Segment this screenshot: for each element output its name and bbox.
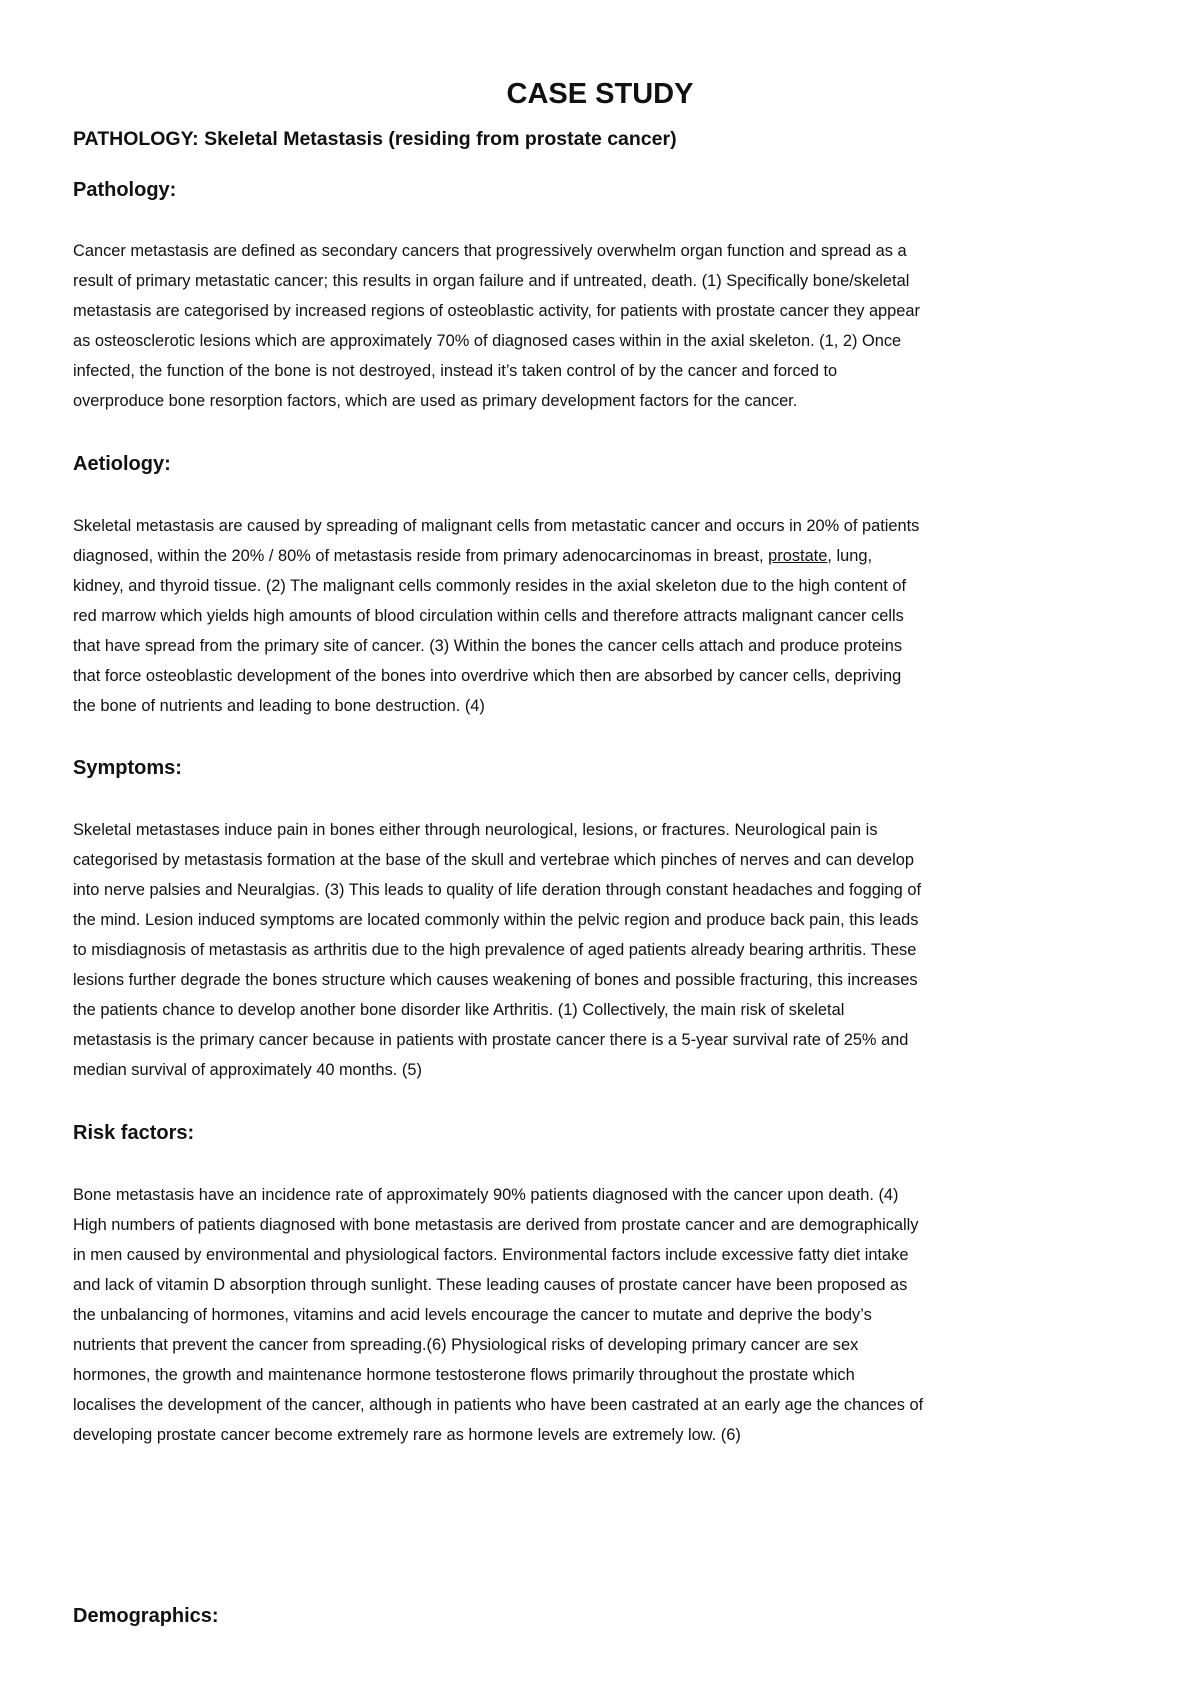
paragraph-line: hormones, the growth and maintenance hormone testosterone flows primarily throughout the prostate which — [73, 1366, 855, 1384]
paragraph-line: Skeletal metastases induce pain in bones either through neurological, lesions, or fractures. Neurological pain is — [73, 821, 878, 839]
pathology-heading: Pathology: — [73, 179, 177, 201]
demographics-heading: Demographics: — [73, 1605, 219, 1627]
paragraph-line: categorised by metastasis formation at the base of the skull and vertebrae which pinches of nerves and can develop — [73, 851, 914, 869]
paragraph-line: High numbers of patients diagnosed with bone metastasis are derived from prostate cancer and are demographically — [73, 1216, 919, 1234]
paragraph-line: in men caused by environmental and physiological factors. Environmental factors include excessive fatty diet intake — [73, 1246, 909, 1264]
line-text: , lung, — [827, 547, 873, 565]
risk-factors-paragraph — [73, 1180, 1135, 1450]
paragraph-line: median survival of approximately 40 months. (5) — [73, 1061, 422, 1079]
paragraph-line: metastasis are categorised by increased regions of osteoblastic activity, for patients with prostate cancer they appear — [73, 302, 920, 320]
paragraph-line: localises the development of the cancer, although in patients who have been castrated at an early age the chances of — [73, 1396, 924, 1414]
paragraph-line: infected, the function of the bone is not destroyed, instead it’s taken control of by the cancer and forced to — [73, 362, 838, 380]
paragraph-line: Skeletal metastasis are caused by spreading of malignant cells from metastatic cancer and occurs in 20% of patients — [73, 517, 920, 535]
paragraph-line: metastasis is the primary cancer because in patients with prostate cancer there is a 5-year survival rate of 25% and — [73, 1031, 909, 1049]
paragraph-line: that have spread from the primary site of cancer. (3) Within the bones the cancer cells attach and produce proteins — [73, 637, 903, 655]
aetiology-heading: Aetiology: — [73, 453, 171, 475]
paragraph-line: that force osteoblastic development of the bones into overdrive which then are absorbed by cancer cells, depriving — [73, 667, 902, 685]
paragraph-line: the unbalancing of hormones, vitamins and acid levels encourage the cancer to mutate and deprive the body’s — [73, 1306, 872, 1324]
paragraph-line: into nerve palsies and Neuralgias. (3) This leads to quality of life deration through constant headaches and fogging of — [73, 881, 921, 899]
paragraph-line: and lack of vitamin D absorption through sunlight. These leading causes of prostate cancer have been proposed as — [73, 1276, 908, 1294]
paragraph-line: the bone of nutrients and leading to bone destruction. (4) — [73, 697, 485, 715]
paragraph-line: kidney, and thyroid tissue. (2) The malignant cells commonly resides in the axial skeleton due to the high content of — [73, 577, 907, 595]
paragraph-line: the patients chance to develop another bone disorder like Arthritis. (1) Collectively, the main risk of skeletal — [73, 1001, 845, 1019]
paragraph-line: result of primary metastatic cancer; this results in organ failure and if untreated, death. (1) Specifically bone/skeletal — [73, 272, 910, 290]
aetiology-paragraph — [73, 511, 1135, 721]
paragraph-line: red marrow which yields high amounts of blood circulation within cells and therefore attracts malignant cancer cells — [73, 607, 904, 625]
paragraph-line: overproduce bone resorption factors, which are used as primary development factors for the cancer. — [73, 392, 798, 410]
paragraph-line: developing prostate cancer become extremely rare as hormone levels are extremely low. (6) — [73, 1426, 741, 1444]
paragraph-line: Cancer metastasis are defined as secondary cancers that progressively overwhelm organ function and spread as a — [73, 242, 907, 260]
paragraph-line: to misdiagnosis of metastasis as arthritis due to the high prevalence of aged patients already bearing arthritis. These — [73, 941, 917, 959]
symptoms-heading: Symptoms: — [73, 757, 182, 779]
symptoms-paragraph — [73, 815, 1135, 1085]
document-subtitle: PATHOLOGY: Skeletal Metastasis (residing from prostate cancer) — [73, 128, 677, 150]
document-title: CASE STUDY — [506, 78, 694, 110]
paragraph-line: the mind. Lesion induced symptoms are located commonly within the pelvic region and produce back pain, this leads — [73, 911, 919, 929]
risk-factors-heading: Risk factors: — [73, 1122, 195, 1144]
paragraph-line: nutrients that prevent the cancer from spreading.(6) Physiological risks of developing primary cancer are sex — [73, 1336, 859, 1354]
line-text: diagnosed, within the 20% / 80% of metastasis reside from primary adenocarcinomas in breast, — [73, 547, 769, 565]
paragraph-line: Bone metastasis have an incidence rate of approximately 90% patients diagnosed with the cancer upon death. (4) — [73, 1186, 899, 1204]
paragraph-line: as osteosclerotic lesions which are approximately 70% of diagnosed cases within in the axial skeleton. (1, 2) Once — [73, 332, 902, 350]
paragraph-line: lesions further degrade the bones structure which causes weakening of bones and possible fracturing, this increases — [73, 971, 918, 989]
paragraph-line — [73, 541, 1135, 571]
underlined-word-prostate: prostate — [768, 547, 828, 565]
pathology-paragraph — [73, 236, 1135, 416]
